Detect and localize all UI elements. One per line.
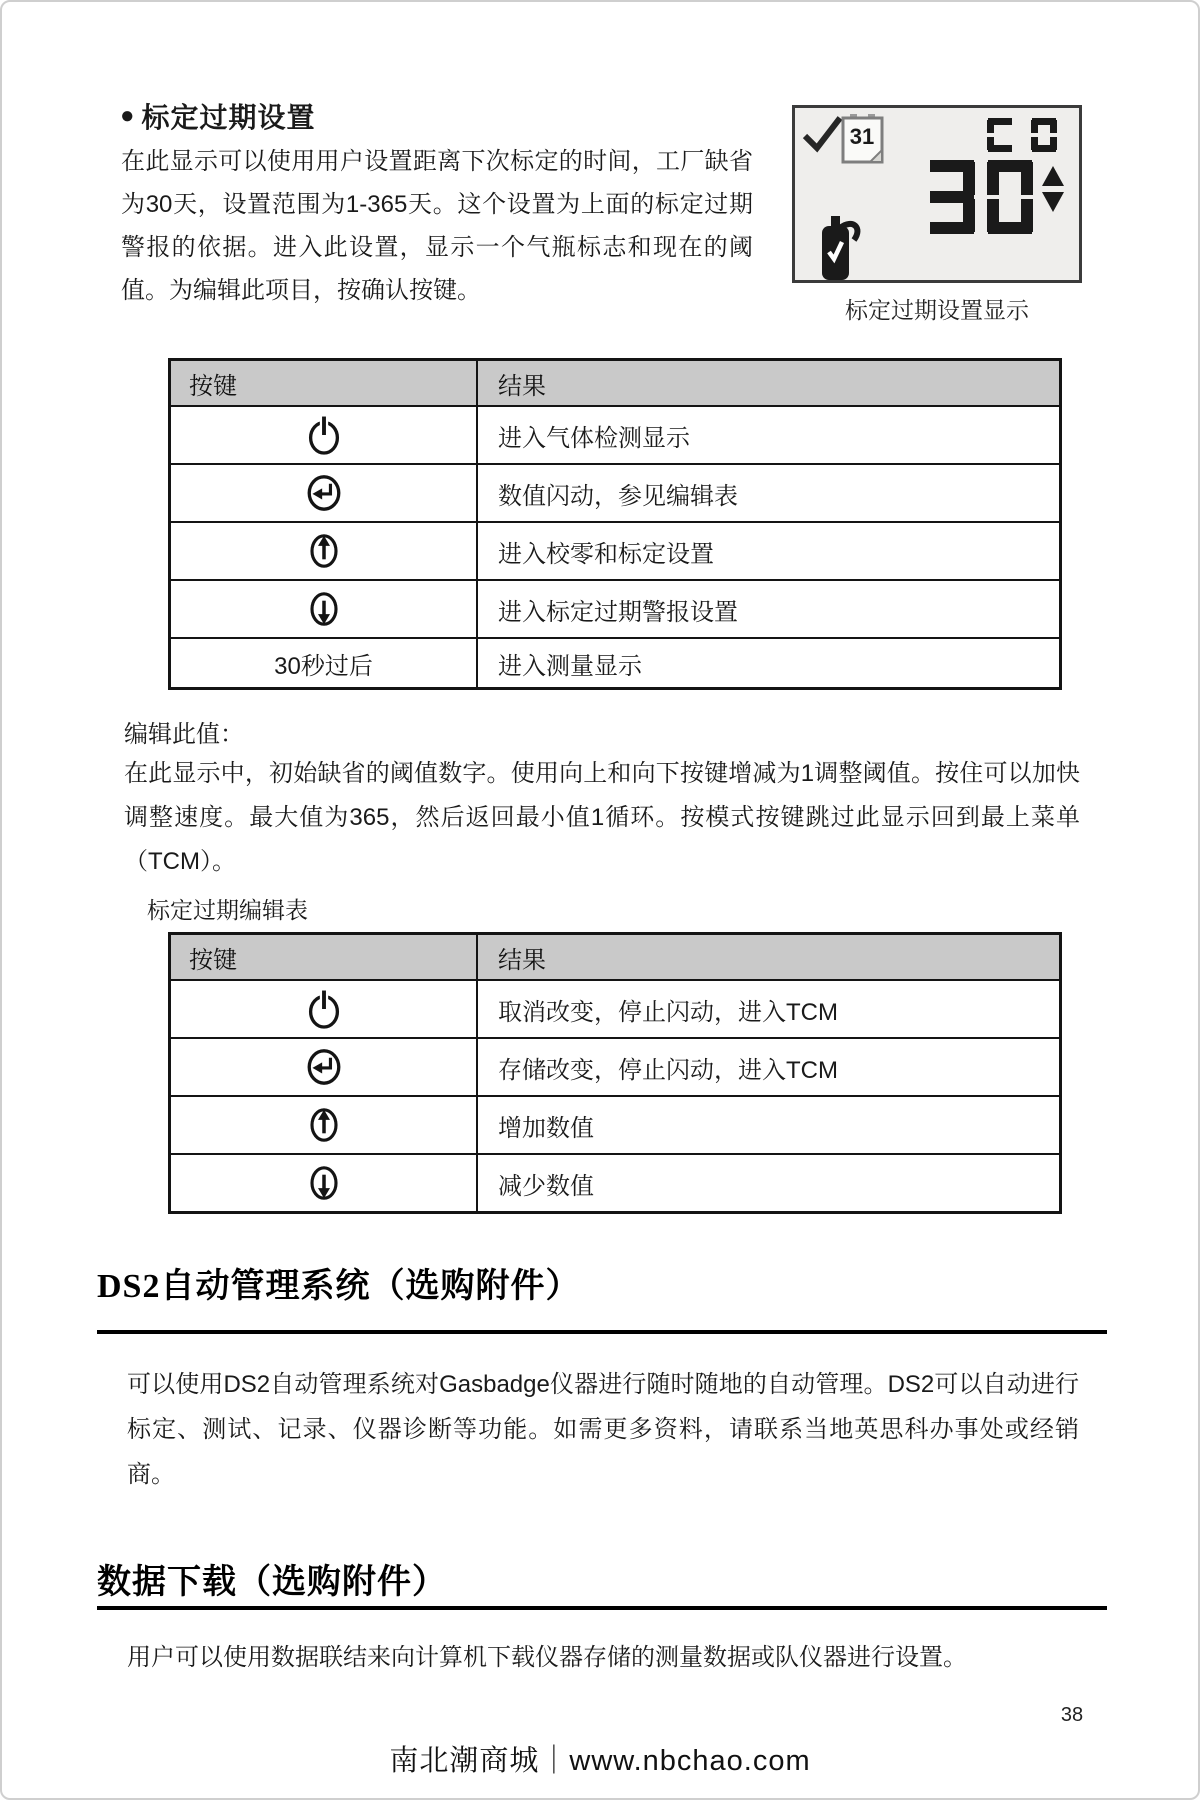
- table-row: [171, 581, 1059, 639]
- table-row: [171, 1097, 1059, 1155]
- gas-label-7seg: [987, 118, 1057, 152]
- calendar-day-label: 31: [849, 124, 875, 149]
- key-result-table-edit: [168, 932, 1062, 1214]
- edit-table-caption: 标定过期编辑表: [147, 897, 308, 923]
- section-title-calibration-expiry: [120, 96, 316, 136]
- section-body-download: 用户可以使用数据联结来向计算机下载仪器存储的测量数据或队仪器进行设置。: [127, 1644, 967, 1671]
- table-row: [171, 981, 1059, 1039]
- edit-value-label: 编辑此值：: [124, 721, 244, 748]
- table-header-key: 按键: [171, 361, 478, 405]
- result-cell: 进入气体检测显示: [498, 424, 690, 452]
- download-divider: [97, 1606, 1107, 1610]
- result-cell: 进入标定过期警报设置: [498, 598, 738, 626]
- section-title-download: 数据下载（选购附件）: [97, 1564, 447, 1601]
- bullet-icon: ●: [120, 102, 136, 129]
- result-cell: 存储改变，停止闪动，进入TCM: [498, 1056, 838, 1084]
- down-button-icon: [301, 1159, 347, 1207]
- footer-separator: ｜: [539, 1745, 570, 1777]
- table-header-row: [171, 935, 1059, 981]
- result-cell: 减少数值: [498, 1172, 594, 1200]
- table-header-result: 结果: [498, 372, 546, 400]
- result-cell: 数值闪动，参见编辑表: [498, 482, 738, 510]
- table-row: [171, 465, 1059, 523]
- key-cell: [171, 1097, 478, 1153]
- threshold-value-7seg: [930, 160, 1033, 234]
- lcd-figure-caption: 标定过期设置显示: [845, 297, 1029, 323]
- gas-cylinder-check-icon: [822, 216, 857, 280]
- table-row: [171, 523, 1059, 581]
- key-result-table-main: [168, 358, 1062, 690]
- down-button-icon: [301, 585, 347, 633]
- key-text: 30秒过后: [274, 652, 373, 680]
- table-row: [171, 407, 1059, 465]
- up-button-icon: [301, 1101, 347, 1149]
- footer-brand: [2, 1738, 1198, 1779]
- power-button-icon: [301, 985, 347, 1033]
- table-header-key: 按键: [171, 935, 478, 979]
- result-cell: 进入校零和标定设置: [498, 540, 714, 568]
- check-icon: [805, 118, 840, 148]
- section-body-calibration-expiry: 在此显示可以使用用户设置距离下次标定的时间，工厂缺省为30天，设置范围为1-365天。这个设置为上面的标定过期警报的依据。进入此设置，显示一个气瓶标志和现在的阈值。为编辑此项目，按确认按键。: [121, 148, 753, 304]
- key-cell: [171, 581, 478, 637]
- key-cell: [171, 407, 478, 463]
- up-button-icon: [301, 527, 347, 575]
- table-row: [171, 1039, 1059, 1097]
- ds2-divider: [97, 1330, 1107, 1334]
- power-button-icon: [301, 411, 347, 459]
- lcd-display: [792, 105, 1082, 283]
- calendar-icon: [843, 114, 882, 162]
- key-cell: [171, 981, 478, 1037]
- result-cell: 取消改变，停止闪动，进入TCM: [498, 998, 838, 1026]
- key-cell: [171, 1155, 478, 1211]
- table-row: [171, 639, 1059, 687]
- edit-value-body: 在此显示中，初始缺省的阈值数字。使用向上和向下按键增减为1调整阈值。按住可以加快调整速度。最大值为365，然后返回最小值1循环。按模式按键跳过此显示回到最上菜单（TCM）。: [124, 760, 1080, 875]
- enter-button-icon: [301, 1043, 347, 1091]
- section-title-ds2: DS2自动管理系统（选购附件）: [97, 1268, 581, 1305]
- table-header-row: [171, 361, 1059, 407]
- lcd-figure: [792, 105, 1082, 325]
- result-cell: 进入测量显示: [498, 652, 642, 680]
- table-header-result: 结果: [498, 946, 546, 974]
- key-cell: [171, 465, 478, 521]
- section-body-ds2: 可以使用DS2自动管理系统对Gasbadge仪器进行随时随地的自动管理。DS2可以自动进行标定、测试、记录、仪器诊断等功能。如需更多资料，请联系当地英思科办事处或经销商。: [127, 1371, 1079, 1488]
- key-cell: [171, 1039, 478, 1095]
- section-title-text: 标定过期设置: [141, 102, 316, 133]
- page-number: 38: [1060, 1704, 1084, 1726]
- result-cell: 增加数值: [498, 1114, 594, 1142]
- footer-site-name: 南北潮商城: [389, 1745, 540, 1777]
- key-cell: [171, 523, 478, 579]
- table-row: [171, 1155, 1059, 1211]
- key-cell: [171, 639, 478, 687]
- footer-url: www.nbchao.com: [569, 1745, 811, 1777]
- enter-button-icon: [301, 469, 347, 517]
- up-down-arrows-icon: [1042, 166, 1064, 212]
